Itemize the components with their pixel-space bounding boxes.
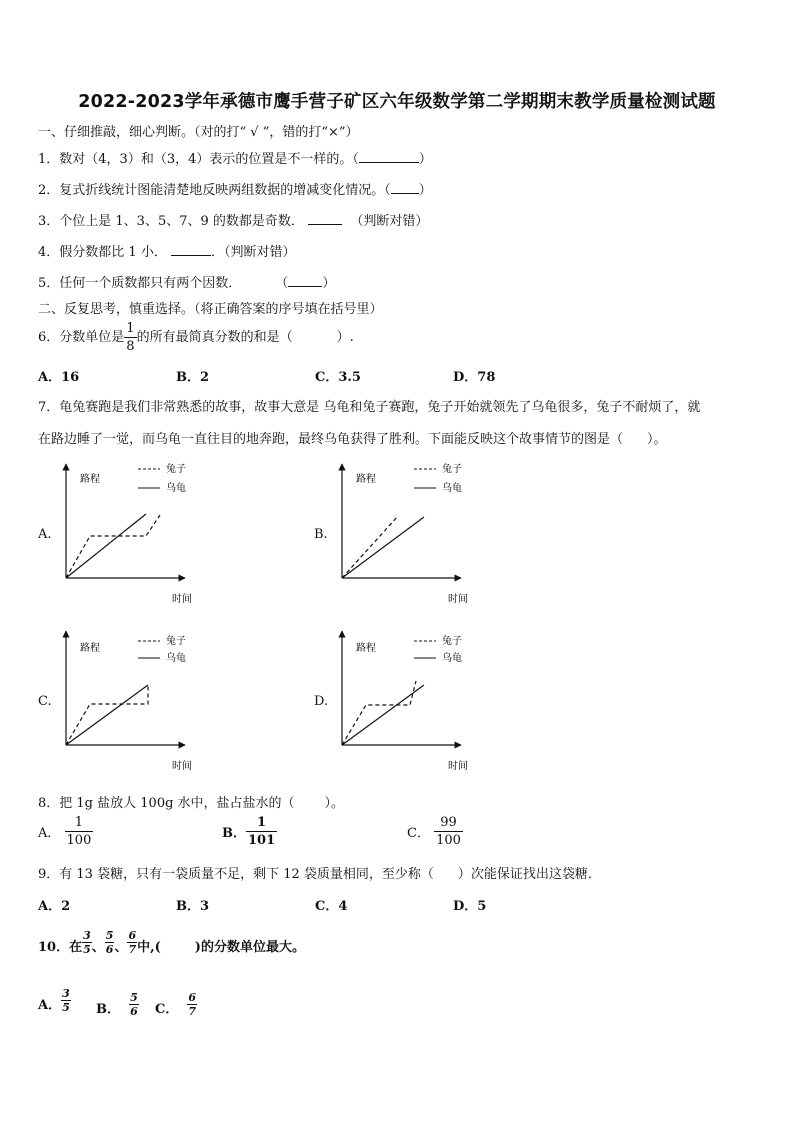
fraction-numerator: 1 [257,815,267,830]
y-axis-label: 路程 [356,643,376,654]
question-10 [38,930,305,955]
legend-rabbit-label: 兔子 [442,464,462,475]
turtle-line [66,514,146,578]
question-10-option-c[interactable] [155,992,197,1017]
section-heading-2: 二、反复思考，慎重选择。（将正确答案的序号填在括号里） [38,302,383,317]
legend-rabbit-label: 兔子 [166,464,186,475]
paren-close: ） [322,276,336,291]
x-axis-label: 时间 [172,594,192,605]
page-title: 2022-2023学年承德市鹰手营子矿区六年级数学第二学期期末教学质量检测试题 [78,92,716,112]
question-text: 数对（4，3）和（3，4）表示的位置是不一样的。（ [59,152,359,167]
legend-turtle-label: 乌龟 [166,653,186,664]
fraction-numerator: 99 [440,815,457,830]
legend-turtle-label: 乌龟 [166,483,186,494]
option-c[interactable]: C．3.5 [315,370,361,385]
fraction-denominator: 7 [128,943,137,956]
question-text: 在 [69,940,83,955]
answer-blank[interactable] [391,181,419,194]
question-text: 把 1g 盐放人 100g 水中，盐占盐水的（ [59,796,295,811]
fraction-numerator: 3 [83,929,91,942]
turtle-line [342,685,424,745]
question-number: 3． [38,214,60,229]
fraction [124,322,136,353]
question-6 [38,322,354,353]
question-8-option-a[interactable] [38,816,93,847]
question-text: ）次能保证找出这袋糖． [457,867,601,882]
option-d[interactable]: D．78 [453,370,496,385]
chart-b[interactable] [334,458,484,608]
judge-hint: ．（判断对错） [210,245,296,260]
option-d[interactable]: D．5 [453,899,487,914]
separator: 、 [114,940,128,955]
legend-turtle-label: 乌龟 [442,653,462,664]
turtle-line [342,517,424,578]
question-text: 个位上是 1、3、5、7、9 的数都是奇数． [59,214,304,229]
fraction-numerator: 3 [62,987,70,1000]
question-number: 1． [38,152,60,167]
legend-rabbit-label: 兔子 [442,636,462,647]
fraction-numerator: 5 [105,929,114,942]
fraction [105,930,115,955]
question-number: 10． [38,940,70,955]
question-text: 的所有最简真分数的和是（ [136,330,293,345]
question-number: 8． [38,796,60,811]
separator: 、 [91,940,105,955]
question-5 [38,272,335,291]
answer-blank[interactable] [171,243,211,256]
fraction [82,930,92,955]
paren-close: ） [418,183,432,198]
fraction [127,930,137,955]
fraction [246,816,277,847]
question-1 [38,148,432,167]
fraction-denominator: 100 [66,833,92,848]
section-heading-1: 一、仔细推敲，细心判断。（对的打“ √ ”，错的打“×”） [38,125,359,140]
y-axis-label: 路程 [80,474,100,485]
answer-blank[interactable] [359,150,419,163]
question-number: 5． [38,276,60,291]
question-10-option-a[interactable] [38,987,71,1014]
fraction-denominator: 101 [248,833,276,848]
option-label: A． [38,826,61,841]
question-4 [38,241,295,260]
question-text: 假分数都比 1 小． [59,245,167,260]
option-a-label[interactable]: A. [38,527,52,542]
fraction-numerator: 1 [126,321,135,336]
rabbit-line [66,515,160,578]
question-text: 分数单位是 [59,330,125,345]
question-text: )的分数单位最大。 [194,940,305,955]
option-label: B． [96,1002,120,1017]
fraction-denominator: 6 [105,943,114,956]
question-10-option-b[interactable] [96,992,139,1017]
question-7-line-2 [38,428,667,447]
paren-close: ）. [336,330,354,345]
fraction [187,992,197,1017]
fraction [65,816,94,847]
fraction [129,992,139,1017]
x-axis-label: 时间 [448,594,468,605]
fraction-numerator: 6 [188,991,197,1004]
question-text: 在路边睡了一觉，而乌龟一直往目的地奔跑，最终乌龟获得了胜利。下面能反映这个故事情节的图是（ [38,432,624,447]
fraction-denominator: 5 [62,1001,70,1014]
fraction [434,816,463,847]
fraction-denominator: 5 [83,943,91,956]
option-label: C． [155,1002,179,1017]
question-8-option-b[interactable] [222,816,277,847]
paren-open: （ [275,276,289,291]
option-c-label[interactable]: C. [38,694,52,709]
chart-d[interactable] [334,625,484,775]
y-axis-label: 路程 [356,474,376,485]
judge-hint: （判断对错） [350,214,429,229]
rabbit-line [342,516,398,578]
x-axis-label: 时间 [172,761,192,772]
answer-blank[interactable] [288,274,322,287]
question-number: 9． [38,867,60,882]
option-a[interactable]: A．2 [38,899,71,914]
question-number: 2． [38,183,60,198]
fraction-denominator: 100 [436,833,461,848]
question-text: 有 13 袋糖，只有一袋质量不足，剩下 12 袋质量相同，至少称（ [59,867,434,882]
option-b[interactable]: B．2 [176,370,210,385]
option-d-label[interactable]: D. [314,694,329,709]
x-axis-label: 时间 [448,761,468,772]
question-9 [38,863,601,882]
paren-close: ）。 [324,796,345,811]
option-b[interactable]: B．3 [176,899,210,914]
fraction-denominator: 7 [188,1005,197,1018]
fraction [61,988,71,1013]
fraction-denominator: 8 [126,339,135,354]
fraction-numerator: 1 [74,815,84,830]
option-a[interactable]: A．16 [38,370,80,385]
turtle-line [66,685,148,745]
question-number: 7． [38,400,60,415]
question-2 [38,179,432,198]
question-number: 4． [38,245,60,260]
option-label: A． [38,998,62,1013]
question-text: 中,( [137,940,161,955]
question-3 [38,210,428,229]
legend-rabbit-label: 兔子 [166,636,186,647]
option-label: B． [222,826,246,841]
question-8 [38,792,344,811]
question-text: 复式折线统计图能清楚地反映两组数据的增减变化情况。（ [59,183,391,198]
option-b-label[interactable]: B. [314,527,328,542]
question-7-line-1 [38,396,700,415]
paren-close: ）。 [647,432,667,447]
question-text: 任何一个质数都只有两个因数． [59,276,242,291]
rabbit-line [342,681,416,745]
fraction-numerator: 6 [128,929,137,942]
question-text: 龟兔赛跑是我们非常熟悉的故事，故事大意是 乌龟和兔子赛跑，兔子开始就领先了乌龟很多，兔子不耐烦了，就 [59,400,701,415]
chart-c[interactable] [58,625,208,775]
fraction-numerator: 5 [130,991,138,1004]
y-axis-label: 路程 [80,643,100,654]
option-label: C． [407,826,430,841]
question-8-option-c[interactable] [407,816,463,847]
question-number: 6． [38,330,60,345]
legend-turtle-label: 乌龟 [442,483,462,494]
paren-close: ） [418,152,432,167]
option-c[interactable]: C．4 [315,899,348,914]
fraction-denominator: 6 [130,1005,138,1018]
chart-a[interactable] [58,458,208,608]
answer-blank[interactable] [308,212,342,225]
